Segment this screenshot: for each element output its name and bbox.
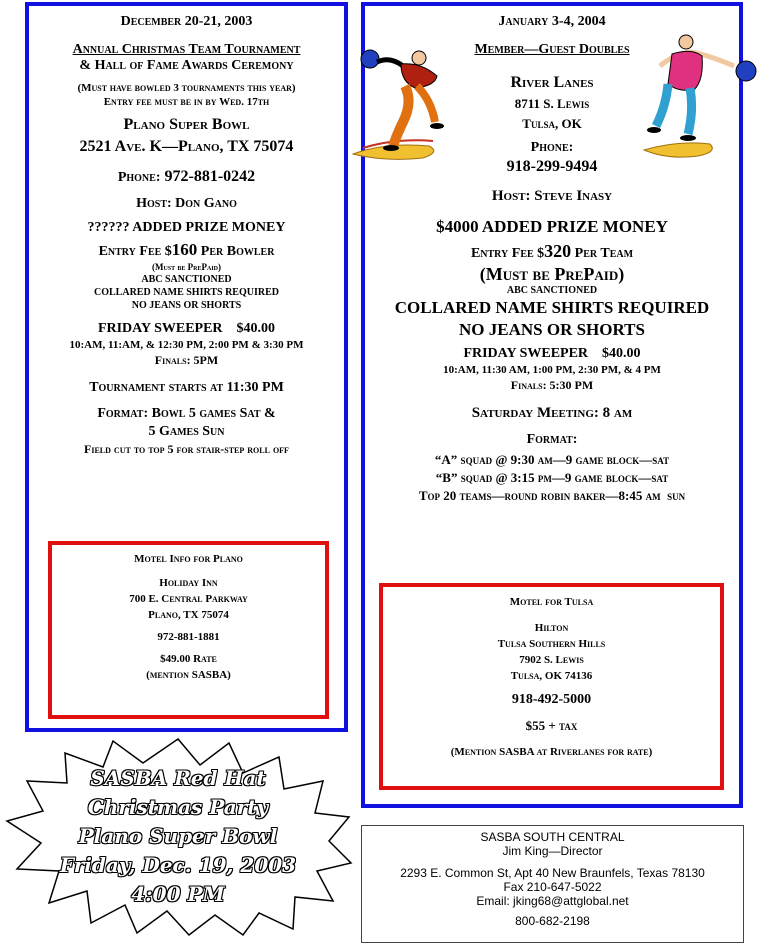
left-motel-street: 700 E. Central Parkway	[129, 593, 248, 605]
party-starburst	[3, 737, 353, 937]
left-motel-panel	[48, 541, 329, 719]
contact-org: SASBA SOUTH CENTRAL	[480, 830, 625, 844]
left-motel-city: Plano, TX 75074	[148, 609, 229, 621]
right-phone-label: Phone:	[530, 140, 574, 155]
left-motel-title: Motel Info for Plano	[134, 553, 243, 565]
right-sweeper: FRIDAY SWEEPER $40.00	[463, 346, 641, 361]
right-host: Host: Steve Inasy	[491, 188, 613, 204]
contact-address: 2293 E. Common St, Apt 40 New Braunfels, Texas 78130	[400, 866, 705, 880]
right-title: Member—Guest Doubles	[474, 42, 630, 57]
left-date: December 20-21, 2003	[120, 14, 253, 29]
right-prize: $4000 ADDED PRIZE MONEY	[436, 217, 668, 236]
contact-director: Jim King—Director	[502, 844, 603, 858]
left-host: Host: Don Gano	[136, 196, 237, 211]
right-fee-line	[365, 241, 739, 262]
right-format-label: Format:	[526, 432, 578, 447]
left-phone: 972-881-0242	[164, 168, 256, 185]
left-fee-amount: 160	[171, 240, 198, 259]
party-line-2: Christmas Party	[87, 795, 269, 819]
left-format-1: Format: Bowl 5 games Sat &	[97, 406, 276, 421]
left-prepaid: (Must be PrePaid)	[152, 262, 221, 272]
left-phone-label: Phone:	[117, 170, 161, 185]
right-motel-rate: $55 + tax	[525, 718, 578, 733]
contact-panel	[361, 825, 744, 943]
left-sweeper: FRIDAY SWEEPER $40.00	[97, 321, 276, 336]
right-fee-label: Entry Fee $	[470, 246, 545, 261]
right-abc: ABC SANCTIONED	[506, 285, 598, 296]
contact-phone: 800-682-2198	[515, 914, 590, 928]
right-motel-city: Tulsa, OK 74136	[510, 670, 593, 682]
party-line-4: Friday, Dec. 19, 2003	[59, 853, 297, 877]
left-tournament-start: Tournament starts at 11:30 PM	[89, 380, 284, 395]
left-fee-unit: Per Bowler	[197, 244, 275, 259]
left-motel-phone: 972-881-1881	[157, 631, 220, 643]
right-motel-mention: (Mention SASBA at Riverlanes for rate)	[450, 746, 653, 758]
party-line-1: SASBA Red Hat	[90, 766, 266, 790]
right-street: 8711 S. Lewis	[514, 96, 590, 111]
right-sweeper-times: 10:AM, 11:30 AM, 1:00 PM, 2:30 PM, & 4 PM	[443, 364, 661, 376]
left-motel-name: Holiday Inn	[159, 577, 218, 589]
right-jeans: NO JEANS OR SHORTS	[459, 320, 645, 339]
right-squad-a: “A” squad @ 9:30 am—9 game block—sat	[434, 452, 670, 467]
left-requirement-1: (Must have bowled 3 tournaments this year)	[77, 82, 296, 94]
right-prepaid: (Must be PrePaid)	[479, 264, 625, 284]
right-shirts: COLLARED NAME SHIRTS REQUIRED	[394, 298, 710, 317]
left-field-cut: Field cut to top 5 for stair-step roll off	[84, 442, 289, 456]
right-motel-phone: 918-492-5000	[511, 692, 592, 707]
right-motel-panel	[379, 583, 724, 790]
right-city: Tulsa, OK	[522, 116, 582, 131]
left-abc: ABC SANCTIONED	[141, 274, 232, 285]
left-motel-rate: $49.00 Rate	[160, 653, 217, 665]
party-line-5: 4:00 PM	[131, 882, 225, 906]
left-prize: ?????? ADDED PRIZE MONEY	[87, 220, 286, 235]
right-date: January 3-4, 2004	[498, 14, 606, 29]
left-title-1: Annual Christmas Team Tournament	[72, 42, 301, 57]
party-line-3: Plano Super Bowl	[78, 824, 278, 848]
left-format-2: 5 Games Sun	[148, 424, 225, 439]
contact-fax: Fax 210-647-5022	[503, 880, 602, 894]
right-meeting: Saturday Meeting: 8 am	[471, 405, 633, 421]
right-motel-street: 7902 S. Lewis	[519, 654, 584, 666]
right-motel-name: Hilton	[534, 622, 569, 634]
right-motel-title: Motel for Tulsa	[509, 596, 594, 608]
left-jeans: NO JEANS OR SHORTS	[131, 300, 242, 311]
left-title-2: & Hall of Fame Awards Ceremony	[79, 58, 294, 73]
contact-email[interactable]: Email: jking68@attglobal.net	[476, 894, 629, 908]
right-squad-b: “B” squad @ 3:15 pm—9 game block—sat	[435, 470, 669, 485]
bowler-right-illustration	[638, 30, 768, 164]
right-venue: River Lanes	[510, 74, 594, 91]
left-requirement-2: Entry fee must be in by Wed. 17th	[103, 96, 270, 108]
left-venue: Plano Super Bowl	[123, 116, 250, 133]
left-fee-label: Entry Fee $	[98, 244, 172, 259]
right-fee-unit: Per Team	[571, 246, 634, 261]
right-motel-hills: Tulsa Southern Hills	[497, 638, 606, 650]
left-finals: Finals: 5PM	[154, 353, 219, 367]
left-sweeper-times: 10:AM, 11:AM, & 12:30 PM, 2:00 PM & 3:30 PM	[69, 339, 304, 351]
left-shirts: COLLARED NAME SHIRTS REQUIRED	[94, 287, 279, 298]
right-top20: Top 20 teams—round robin baker—8:45 am sun	[418, 488, 686, 503]
right-phone: 918-299-9494	[506, 158, 598, 175]
left-phone-line	[29, 168, 344, 186]
left-address: 2521 Ave. K—Plano, TX 75074	[79, 138, 294, 155]
left-fee-line	[29, 240, 344, 260]
bowler-left-illustration	[345, 42, 460, 164]
right-finals: Finals: 5:30 PM	[510, 378, 594, 392]
right-fee-amount: 320	[544, 241, 572, 261]
left-motel-mention: (mention SASBA)	[146, 669, 231, 681]
